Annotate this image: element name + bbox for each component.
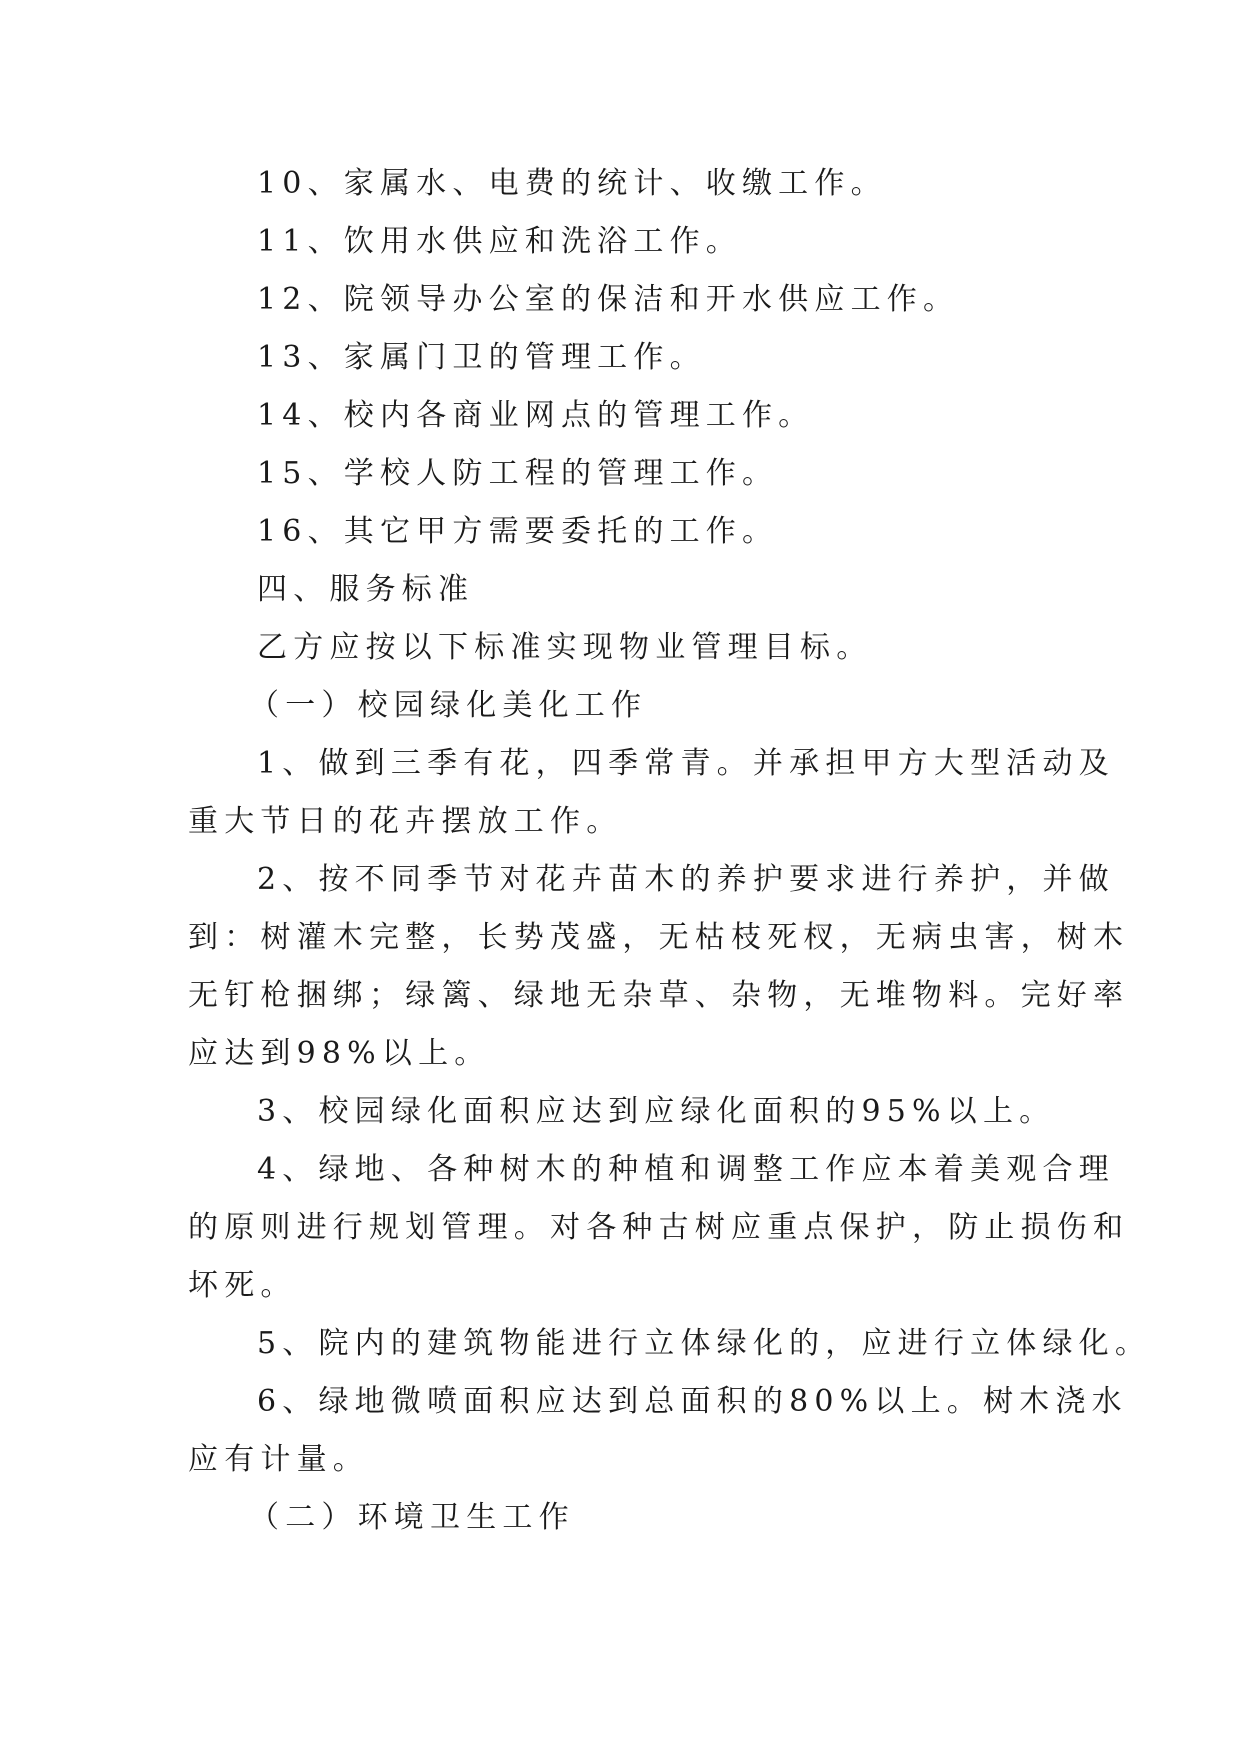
section-heading-service-standards: 四、服务标准 — [257, 572, 475, 607]
item-14: 14、校内各商业网点的管理工作。 — [257, 398, 815, 433]
paragraph-2-line-3: 无钉枪捆绑；绿篱、绿地无杂草、杂物，无堆物料。完好率 — [188, 978, 1130, 1013]
item-12: 12、院领导办公室的保洁和开水供应工作。 — [257, 282, 960, 317]
paragraph-4-line-1: 4、绿地、各种树木的种植和调整工作应本着美观合理 — [257, 1152, 1115, 1187]
item-15: 15、学校人防工程的管理工作。 — [257, 456, 779, 491]
subheading-sanitation: （二）环境卫生工作 — [249, 1500, 575, 1535]
item-16: 16、其它甲方需要委托的工作。 — [257, 514, 779, 549]
paragraph-1-line-1: 1、做到三季有花，四季常青。并承担甲方大型活动及 — [257, 746, 1115, 781]
paragraph-4-line-2: 的原则进行规划管理。对各种古树应重点保护，防止损伤和 — [188, 1210, 1130, 1245]
paragraph-2-line-2: 到：树灌木完整，长势茂盛，无枯枝死杈，无病虫害，树木 — [188, 920, 1130, 955]
paragraph-5: 5、院内的建筑物能进行立体绿化的，应进行立体绿化。 — [257, 1326, 1152, 1361]
item-13: 13、家属门卫的管理工作。 — [257, 340, 706, 375]
paragraph-1-line-2: 重大节日的花卉摆放工作。 — [188, 804, 623, 839]
paragraph-2-line-1: 2、按不同季节对花卉苗木的养护要求进行养护，并做 — [257, 862, 1115, 897]
paragraph-2-line-4: 应达到98%以上。 — [188, 1036, 491, 1071]
paragraph-intro: 乙方应按以下标准实现物业管理目标。 — [257, 630, 873, 665]
paragraph-6-line-1: 6、绿地微喷面积应达到总面积的80%以上。树木浇水 — [257, 1384, 1128, 1419]
paragraph-4-line-3: 坏死。 — [188, 1268, 297, 1303]
item-11: 11、饮用水供应和洗浴工作。 — [257, 224, 742, 259]
subheading-greening: （一）校园绿化美化工作 — [249, 688, 648, 723]
item-10: 10、家属水、电费的统计、收缴工作。 — [257, 166, 887, 201]
paragraph-3: 3、校园绿化面积应达到应绿化面积的95%以上。 — [257, 1094, 1056, 1129]
paragraph-6-line-2: 应有计量。 — [188, 1442, 369, 1477]
